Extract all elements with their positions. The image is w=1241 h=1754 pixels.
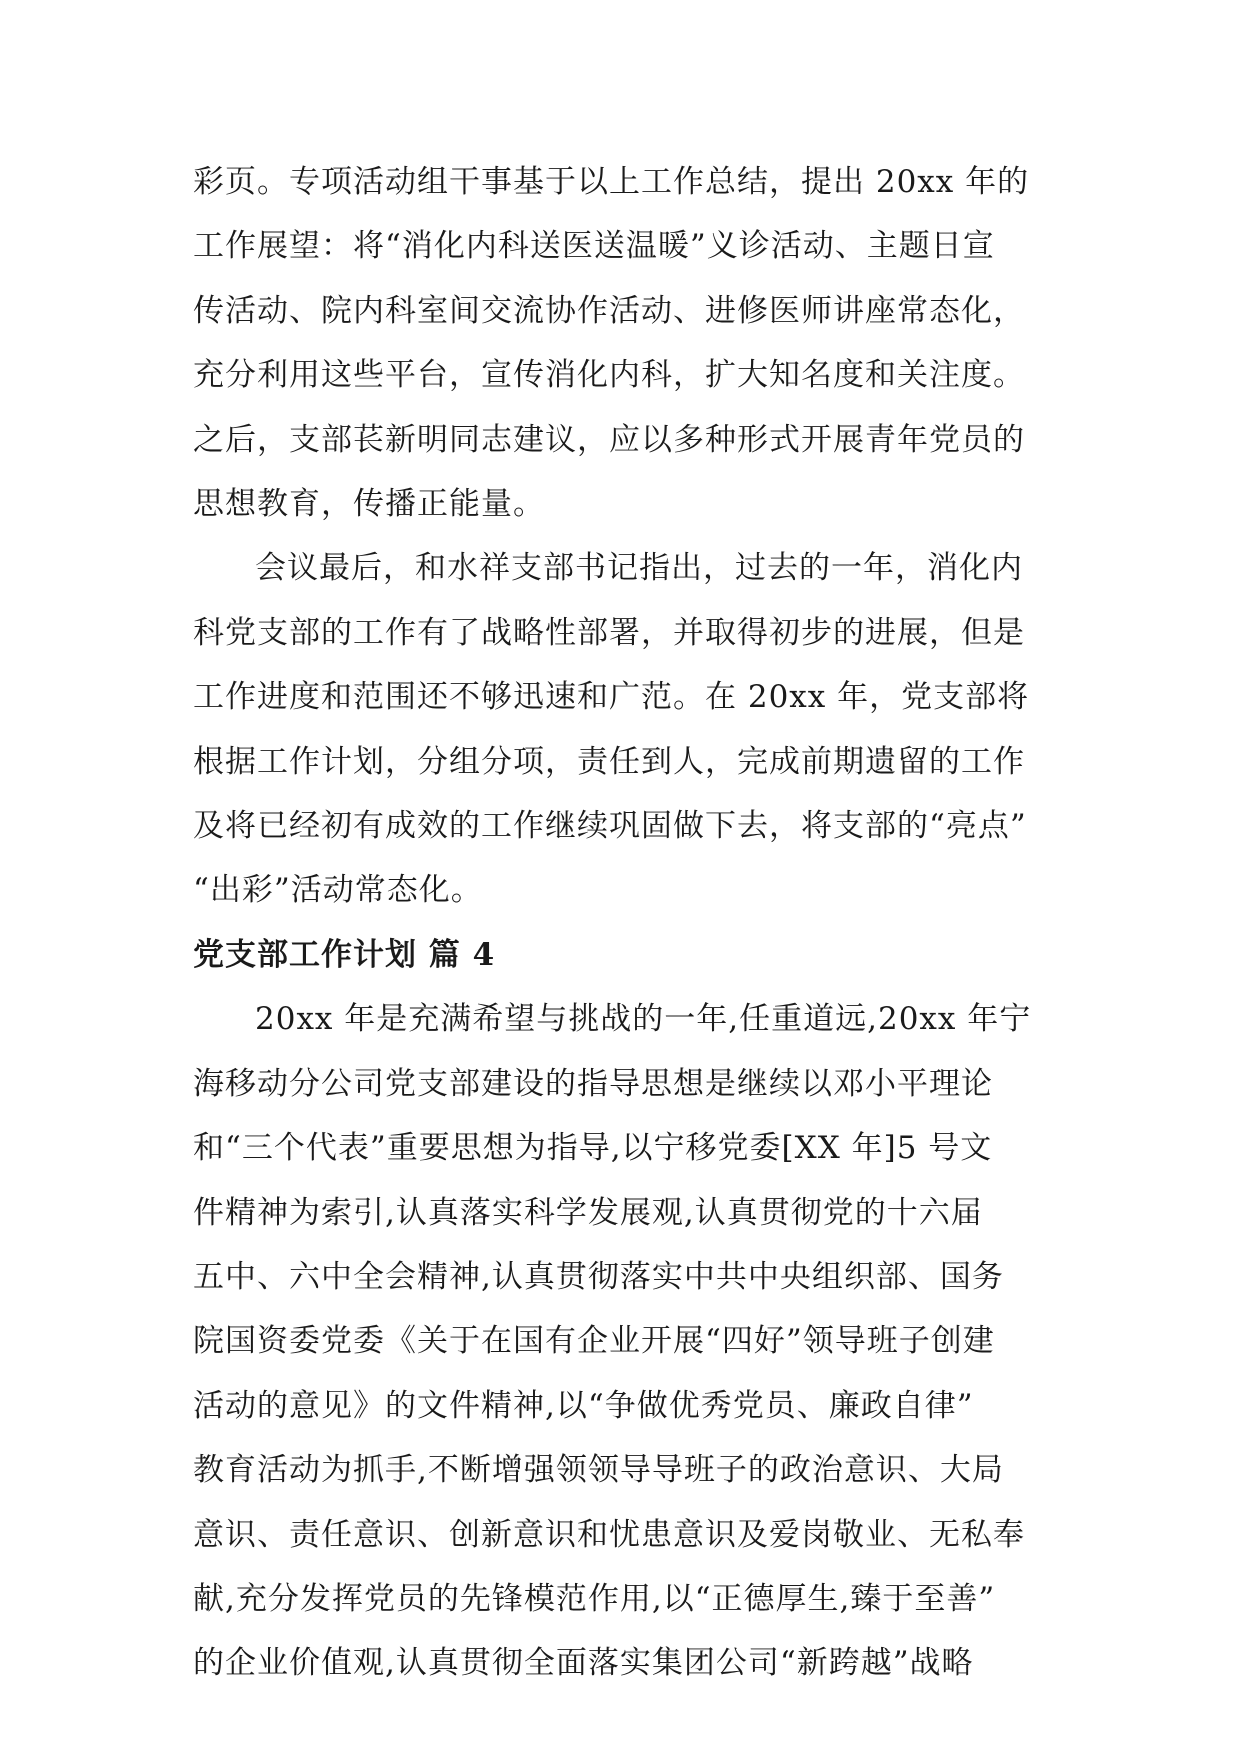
text-line: 之后，支部苌新明同志建议，应以多种形式开展青年党员的 [193,421,1025,458]
text-line: 20xx 年是充满希望与挑战的一年,任重道远,20xx 年宁 [255,1001,1032,1038]
paragraph-guiding-ideology [193,987,1053,1695]
text-line: 传活动、院内科室间交流协作活动、进修医师讲座常态化， [193,292,1025,329]
text-line: 根据工作计划，分组分项，责任到人，完成前期遗留的工作 [193,743,1025,780]
text-line: 及将已经初有成效的工作继续巩固做下去，将支部的“亮点” [193,808,1027,845]
text-line: “出彩”活动常态化。 [193,872,483,909]
text-line: 会议最后，和水祥支部书记指出，过去的一年，消化内 [255,550,1023,587]
text-line: 思想教育，传播正能量。 [193,486,545,523]
text-line: 意识、责任意识、创新意识和忧患意识及爱岗敬业、无私奉 [193,1516,1025,1553]
text-line: 海移动分公司党支部建设的指导思想是继续以邓小平理论 [193,1065,993,1102]
text-line: 活动的意见》的文件精神,以“争做优秀党员、廉政自律” [193,1387,974,1424]
document-page [193,150,1053,1696]
text-line: 工作进度和范围还不够迅速和广范。在 20xx 年，党支部将 [193,679,1030,716]
text-line: 教育活动为抓手,不断增强领领导导班子的政治意识、大局 [193,1452,1004,1489]
text-line: 件精神为索引,认真落实科学发展观,认真贯彻党的十六届 [193,1194,983,1231]
text-line: 五中、六中全会精神,认真贯彻落实中共中央组织部、国务 [193,1258,1004,1295]
text-line: 和“三个代表”重要思想为指导,以宁移党委[XX 年]5 号文 [193,1130,993,1167]
text-line: 院国资委党委《关于在国有企业开展“四好”领导班子创建 [193,1323,995,1360]
text-line: 献,充分发挥党员的先锋模范作用,以“正德厚生,臻于至善” [193,1580,996,1617]
paragraph-meeting-conclusion [193,536,1053,922]
text-line: 工作展望：将“消化内科送医送温暖”义诊活动、主题日宣 [193,228,995,265]
text-line: 的企业价值观,认真贯彻全面落实集团公司“新跨越”战略 [193,1645,974,1682]
text-line: 彩页。专项活动组干事基于以上工作总结，提出 20xx 年的 [193,164,1030,200]
paragraph-work-outlook [193,150,1053,536]
text-line: 科党支部的工作有了战略性部署，并取得初步的进展，但是 [193,614,1025,651]
text-line: 充分利用这些平台，宣传消化内科，扩大知名度和关注度。 [193,357,1025,394]
section-heading: 党支部工作计划 篇 4 [193,936,496,973]
